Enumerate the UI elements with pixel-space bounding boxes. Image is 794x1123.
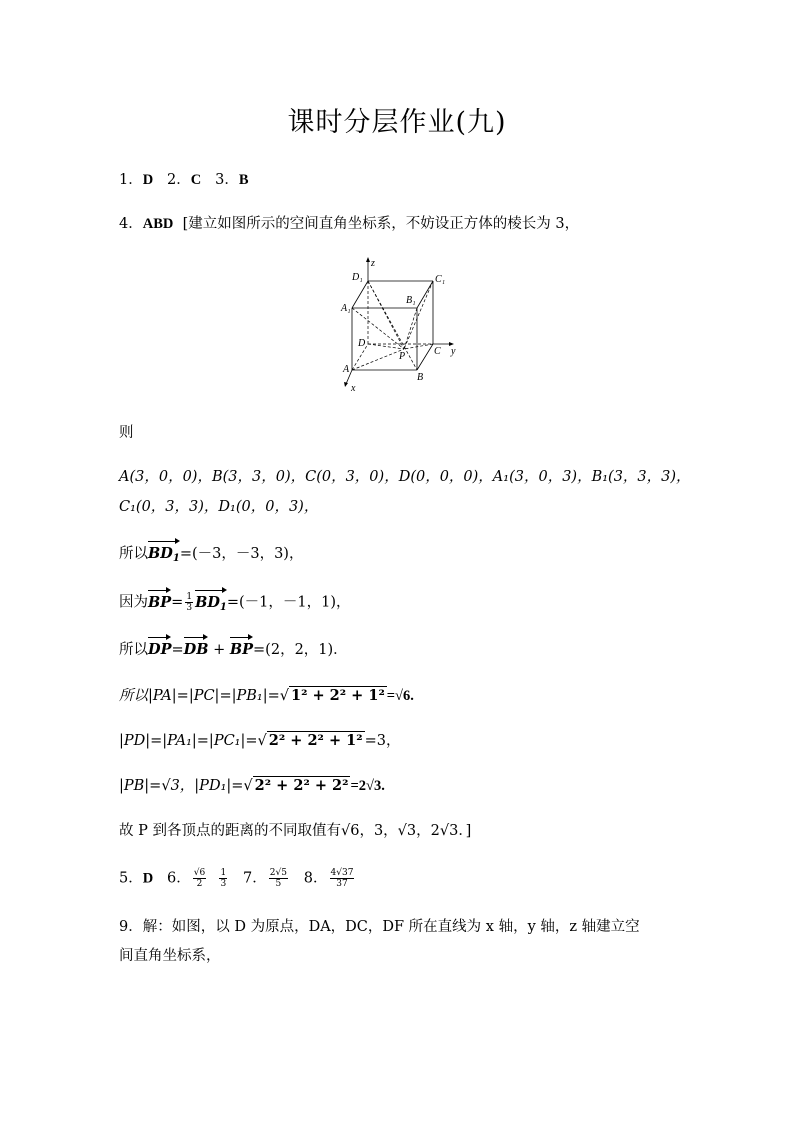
label-B: B: [417, 372, 424, 383]
q8-number: 8．: [303, 870, 328, 887]
pb-text: |PB|=√3，|PD₁|=: [119, 778, 244, 794]
q4-header: [119, 214, 579, 234]
q6-number: 6．: [167, 870, 191, 887]
q4-coords-line1: A(3，0，0)，B(3，3，0)，C(0，3，0)，D(0，0，0)，A₁(3，0，3)，B₁(3，3，3)，: [119, 469, 691, 485]
label-x: x: [351, 383, 356, 394]
q4-then: 则: [119, 425, 134, 441]
vector-dp: DP: [148, 641, 172, 658]
sqrt-pd: √ 2² + 2² + 1²: [257, 732, 363, 749]
page-title: 课时分层作业(九): [287, 107, 507, 138]
q3-number: 3．: [215, 172, 239, 188]
fraction-one-third: $\frac{1}{3}$: [186, 592, 193, 613]
q6-answer-2: $\frac{1}{3}$: [220, 868, 227, 889]
q5-answer: D: [142, 870, 154, 887]
q4-bp-line: 因为BP= $\frac{1}{3}$ $BD_1=(-1$，－1，1)，: [119, 592, 351, 618]
q4-pd-line: [119, 731, 400, 751]
label-z: z: [371, 258, 375, 269]
label-D: D: [358, 338, 366, 349]
q4-pa-line: [119, 686, 414, 706]
label-A1: A₁: [341, 303, 351, 314]
vector-bd1: $BD_1$: [148, 544, 180, 569]
q2-answer: C: [190, 172, 202, 188]
bp-value: =(－1，－1，1)，: [226, 594, 351, 611]
sqrt-pa: √ 1² + 2² + 1²: [279, 687, 385, 704]
q8-answer: $\frac{4√37}{37}$: [330, 868, 354, 889]
q2-number: 2．: [167, 172, 191, 188]
so-text: 所以: [119, 546, 148, 562]
label-D1: D₁: [352, 272, 363, 283]
label-B1: B₁: [406, 295, 416, 306]
q6-answer-1: $\frac{√6}{2}$: [193, 868, 206, 889]
label-C: C: [434, 346, 441, 357]
q7-number: 7．: [243, 870, 267, 887]
q4-bd1-line: [119, 544, 303, 569]
bd1-value: =(－3，－3，3)，: [179, 546, 304, 562]
q4-coords-line2: C₁(0，3，3)，D₁(0，0，3)，: [119, 499, 319, 515]
answers-1-3: [119, 170, 249, 190]
q1-number: 1．: [119, 172, 143, 188]
vector-bd1: $BD_1$: [195, 593, 227, 618]
label-A: A: [343, 364, 350, 375]
pd-result: =3，: [364, 733, 401, 749]
vector-bp: BP: [229, 641, 254, 658]
vector-bp: BP: [148, 593, 172, 611]
q4-answer: ABD: [142, 216, 174, 232]
sqrt-pb: √ 2² + 2² + 2²: [243, 777, 349, 794]
q4-number: 4．: [119, 216, 143, 232]
label-y: y: [451, 346, 456, 357]
cube-figure: [338, 252, 462, 394]
q5-number: 5．: [119, 870, 143, 887]
q9-line1: 9．解：如图，以 D 为原点，DA，DC，DF 所在直线为 x 轴，y 轴，z 轴建立空: [119, 919, 640, 935]
q7-answer: $\frac{2√5}{5}$: [269, 868, 287, 889]
pb-result: =2√3.: [350, 778, 385, 794]
q4-pb-line: [119, 776, 385, 796]
label-P: P: [399, 351, 406, 362]
answers-5-8: [119, 868, 356, 889]
because-text: 因为: [119, 594, 148, 611]
pd-text: |PD|=|PA₁|=|PC₁|=: [119, 733, 258, 749]
pa-text: 所以|PA|=|PC|=|PB₁|=: [119, 688, 280, 704]
q4-conclusion: 故 P 到各顶点的距离的不同取值有√6，3，√3，2√3．]: [119, 823, 472, 839]
q4-dp-line: 所以DP=DB + BP=(2，2，1)．: [119, 641, 348, 658]
q3-answer: B: [238, 172, 249, 188]
so-text: 所以: [119, 642, 148, 658]
pa-result: =√6.: [386, 688, 414, 704]
q9-line2: 间直角坐标系，: [119, 948, 221, 964]
q1-answer: D: [142, 172, 154, 188]
dp-value: =(2，2，1)．: [253, 642, 348, 658]
label-C1: C₁: [435, 274, 446, 285]
vector-db: DB: [183, 641, 209, 658]
q4-intro: [建立如图所示的空间直角坐标系，不妨设正方体的棱长为 3，: [182, 216, 580, 232]
